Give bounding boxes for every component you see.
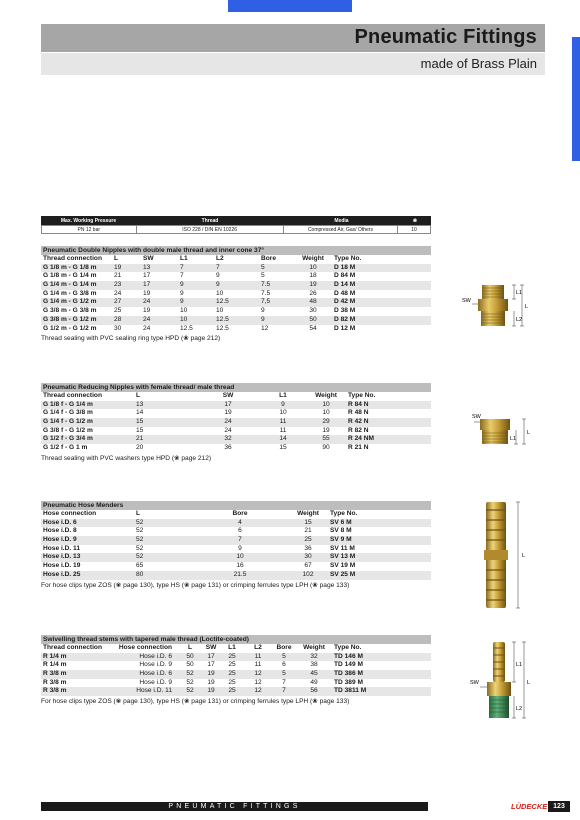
table-cell: G 1/4 f - G 1/2 m (43, 418, 93, 426)
table-cell: R 3/8 m (43, 670, 67, 678)
page-subtitle: made of Brass Plain (420, 56, 537, 71)
table-cell: R 21 N (348, 444, 369, 452)
table-cell: G 1/8 m - G 1/4 m (43, 272, 97, 280)
table-cell: G 3/8 m - G 3/8 m (43, 307, 97, 315)
table-cell: 24 (224, 418, 232, 426)
loctite-thread-shape (489, 696, 509, 718)
table-cell: D 84 M (334, 272, 356, 280)
table-cell: 12.5 (216, 298, 229, 306)
table-row (41, 687, 431, 696)
table-cell: 50 (186, 661, 194, 669)
table-cell: D 48 M (334, 289, 356, 297)
table-cell: 25 (228, 652, 236, 660)
table-cell: 21 (114, 272, 122, 280)
table-cell: 10 (180, 307, 188, 315)
table-cell: 7 (180, 272, 184, 280)
column-header: L (136, 510, 141, 517)
table-cell: 17 (207, 661, 215, 669)
table-cell: 15 (136, 418, 144, 426)
table-cell: Hose i.D. 9 (139, 661, 172, 669)
table-cell: TD 146 M (334, 652, 363, 660)
table-cell: R 48 N (348, 409, 369, 417)
table-cell: 27 (114, 298, 122, 306)
table-cell: 19 (143, 289, 151, 297)
section-title: Swivelling thread stems with tapered male thread (Loctite-coated) (41, 635, 431, 644)
brand-logo: LÜDECKE (511, 802, 548, 811)
table-cell: Hose i.D. 6 (139, 652, 172, 660)
center-collar-shape (484, 550, 508, 560)
column-header: L1 (279, 392, 287, 399)
table-row (41, 325, 431, 334)
table-row (41, 661, 431, 670)
table-row (41, 444, 431, 453)
table-cell: 65 (136, 562, 144, 570)
table-cell: 19 (309, 281, 317, 289)
column-header: L2 (254, 644, 262, 651)
table-cell: 80 (136, 570, 144, 578)
lower-thread-shape (481, 311, 505, 326)
section-note: Thread sealing with PVC sealing ring type HPD (❀ page 212) (41, 335, 221, 343)
table-cell: 25 (228, 661, 236, 669)
table-cell: SV 6 M (330, 518, 352, 526)
column-header: SW (205, 644, 217, 651)
spec-header: Media (334, 217, 349, 224)
table-row (41, 401, 431, 410)
table-cell: 50 (186, 652, 194, 660)
dim-label: SW (470, 680, 479, 686)
table-cell: G 3/8 f - G 1/2 m (43, 426, 93, 434)
table-cell: Hose i.D. 9 (43, 536, 77, 544)
spec-header-icon: ❀ (412, 217, 418, 224)
table-cell: 5 (282, 670, 286, 678)
table-cell: 6 (238, 527, 242, 535)
table-cell: G 1/4 m - G 1/2 m (43, 298, 97, 306)
table-row (41, 679, 431, 688)
table-cell: R 84 N (348, 400, 369, 408)
table-cell: 90 (322, 444, 330, 452)
table-cell: G 1/8 f - G 1/4 m (43, 400, 93, 408)
table-cell: 23 (114, 281, 122, 289)
table-row (41, 670, 431, 679)
table-cell: 25 (114, 307, 122, 315)
column-header: Weight (302, 255, 324, 262)
table-cell: TD 3811 M (334, 687, 367, 695)
table-cell: D 18 M (334, 263, 356, 271)
table-cell: 10 (216, 307, 224, 315)
table-cell: 52 (136, 518, 144, 526)
table-row (41, 316, 431, 325)
table-cell: 52 (186, 670, 194, 678)
table-cell: D 82 M (334, 315, 356, 323)
hex-nut-shape (487, 682, 511, 696)
column-header: Weight (297, 510, 319, 517)
table-cell: 6 (282, 661, 286, 669)
column-header: L (136, 392, 141, 399)
table-cell: 19 (207, 678, 215, 686)
table-cell: Hose i.D. 13 (43, 553, 81, 561)
table-cell: 5 (282, 652, 286, 660)
section-double-nipples (41, 246, 431, 344)
section-title: Pneumatic Hose Menders (41, 501, 431, 510)
section-note: For hose clips type ZOS (❀ page 130), type HS (❀ page 131) or crimping ferrules type LPH (❀ page 133) (41, 581, 350, 589)
table-cell: 12.5 (216, 324, 229, 332)
table-header-row (41, 644, 431, 653)
table-row (41, 519, 431, 528)
table-cell: SV 25 M (330, 570, 356, 578)
table-cell: 24 (224, 426, 232, 434)
table-cell: 56 (310, 687, 318, 695)
table-cell: 17 (207, 652, 215, 660)
table-cell: 11 (279, 418, 287, 426)
table-cell: 25 (228, 687, 236, 695)
table-cell: 7.5 (261, 281, 271, 289)
table-cell: 7 (282, 678, 286, 686)
column-header: L1 (228, 644, 236, 651)
table-cell: 10 (279, 409, 287, 417)
column-header: Type No. (348, 392, 376, 399)
dim-label: L (525, 304, 529, 310)
table-cell: 25 (228, 670, 236, 678)
table-cell: 12 (261, 324, 269, 332)
table-cell: D 14 M (334, 281, 356, 289)
table-cell: Hose i.D. 6 (139, 670, 172, 678)
dim-label: L (527, 430, 531, 436)
table-cell: 11 (254, 652, 262, 660)
dim-label: L1 (516, 662, 523, 668)
table-row (41, 545, 431, 554)
table-cell: Hose i.D. 25 (43, 570, 81, 578)
table-cell: 9 (261, 315, 265, 323)
table-header-row (41, 392, 431, 401)
hex-body-shape (478, 299, 508, 311)
table-cell: SV 19 M (330, 562, 356, 570)
table-cell: 5 (261, 272, 265, 280)
column-header: SW (222, 392, 234, 399)
footer-label: PNEUMATIC FITTINGS (168, 803, 301, 810)
table-cell: Hose i.D. 11 (43, 544, 81, 552)
table-cell: 7 (216, 263, 220, 271)
table-cell: 7 (238, 536, 242, 544)
table-cell: 11 (254, 661, 262, 669)
table-cell: 32 (310, 652, 318, 660)
table-cell: 29 (322, 418, 330, 426)
table-row (41, 264, 431, 273)
table-cell: 7,5 (261, 298, 271, 306)
dim-label: L1 (516, 290, 523, 296)
dim-label: SW (472, 414, 481, 420)
column-header: L1 (180, 255, 188, 262)
table-cell: 21 (136, 435, 144, 443)
table-cell: 32 (224, 435, 232, 443)
table-row (41, 298, 431, 307)
column-header: Thread connection (43, 392, 102, 399)
hose-mender-figure (478, 500, 548, 612)
table-cell: 52 (186, 687, 194, 695)
table-cell: 12.5 (216, 315, 229, 323)
table-cell: 9 (180, 289, 184, 297)
table-cell: 10 (236, 553, 244, 561)
table-cell: 12 (254, 687, 262, 695)
table-cell: R 24 NM (348, 435, 375, 443)
table-cell: 28 (114, 315, 122, 323)
section-hose-menders (41, 501, 431, 591)
table-cell: D 38 M (334, 307, 356, 315)
column-header: Hose connection (43, 510, 97, 517)
spec-header-row (41, 216, 431, 225)
column-header: Type No. (334, 644, 362, 651)
table-cell: 55 (322, 435, 330, 443)
dim-label: L (522, 553, 526, 559)
spec-value: 10 (411, 227, 417, 233)
table-row (41, 435, 431, 444)
table-cell: 54 (309, 324, 317, 332)
table-cell: R 3/8 m (43, 678, 67, 686)
table-cell: TD 386 M (334, 670, 363, 678)
table-cell: 52 (136, 527, 144, 535)
table-cell: 15 (304, 518, 312, 526)
table-row (41, 281, 431, 290)
spec-header: Max. Working Pressure (60, 217, 117, 224)
table-cell: 24 (143, 298, 151, 306)
table-row (41, 571, 431, 580)
table-cell: G 1/4 m - G 1/4 m (43, 281, 97, 289)
column-header: Hose connection (118, 644, 172, 651)
table-cell: Hose i.D. 6 (43, 518, 77, 526)
column-header: L (187, 644, 193, 651)
table-cell: 26 (309, 289, 317, 297)
column-header: L (114, 255, 119, 262)
table-cell: 50 (309, 315, 317, 323)
table-cell: 9 (261, 307, 265, 315)
spec-value: Compressed Air, Gas/ Others (284, 226, 398, 233)
table-cell: 17 (143, 272, 151, 280)
table-cell: 10 (309, 263, 317, 271)
table-cell: G 1/4 m - G 3/8 m (43, 289, 97, 297)
table-cell: 52 (186, 678, 194, 686)
table-cell: SV 8 M (330, 527, 352, 535)
column-header: Bore (232, 510, 248, 517)
table-row (41, 272, 431, 281)
table-cell: 9 (180, 298, 184, 306)
table-cell: 7.5 (261, 289, 271, 297)
section-title: Pneumatic Double Nipples with double male thread and inner cone 37° (41, 246, 431, 255)
table-cell: G 1/4 f - G 3/8 m (43, 409, 93, 417)
table-cell: R 3/8 m (43, 687, 67, 695)
spec-value-row (41, 225, 431, 234)
table-cell: 19 (114, 263, 122, 271)
table-cell: D 12 M (334, 324, 356, 332)
table-row (41, 427, 431, 436)
table-header-row (41, 255, 431, 264)
table-cell: TD 389 M (334, 678, 363, 686)
table-cell: G 1/2 f - G 3/4 m (43, 435, 93, 443)
table-cell: 30 (114, 324, 122, 332)
reducing-nipple-figure (470, 410, 540, 448)
table-cell: 12 (254, 670, 262, 678)
table-cell: 19 (143, 307, 151, 315)
table-cell: 36 (304, 544, 312, 552)
table-row (41, 307, 431, 316)
table-cell: 17 (143, 281, 151, 289)
table-cell: 5 (261, 263, 265, 271)
table-cell: R 42 N (348, 418, 369, 426)
dim-label: L2 (516, 706, 523, 712)
table-cell: 38 (310, 661, 318, 669)
table-cell: 19 (207, 687, 215, 695)
table-row (41, 290, 431, 299)
table-cell: 9 (238, 544, 242, 552)
column-header: Bore (276, 644, 292, 651)
table-cell: TD 149 M (334, 661, 363, 669)
table-cell: 52 (136, 544, 144, 552)
column-header: Thread connection (43, 255, 102, 262)
table-cell: R 82 N (348, 426, 369, 434)
table-cell: 67 (304, 562, 312, 570)
table-cell: 9 (180, 281, 184, 289)
section-reducing-nipples (41, 383, 431, 464)
column-header: Bore (261, 255, 277, 262)
section-title: Pneumatic Reducing Nipples with female thread/ male thread (41, 383, 431, 392)
table-cell: 9 (216, 281, 220, 289)
table-cell: 20 (136, 444, 144, 452)
table-cell: SV 13 M (330, 553, 356, 561)
table-cell: 21 (304, 527, 312, 535)
table-cell: 4 (238, 518, 242, 526)
table-cell: 11 (279, 426, 287, 434)
swivel-stem-figure (470, 640, 545, 725)
spec-value: PN 12 bar (42, 226, 137, 233)
column-header: SW (143, 255, 154, 262)
table-cell: SV 11 M (330, 544, 355, 552)
table-cell: 52 (136, 536, 144, 544)
table-cell: G 1/8 m - G 1/8 m (43, 263, 97, 271)
page-title-bar (41, 24, 545, 52)
table-cell: 7 (180, 263, 184, 271)
section-note: For hose clips type ZOS (❀ page 130), type HS (❀ page 131) or crimping ferrules type LPH (❀ page 133) (41, 698, 350, 706)
top-accent-tab (228, 0, 352, 12)
table-cell: 25 (228, 678, 236, 686)
table-cell: 49 (310, 678, 318, 686)
table-cell: 36 (224, 444, 232, 452)
table-cell: 10 (322, 400, 330, 408)
table-row (41, 653, 431, 662)
table-row (41, 536, 431, 545)
table-cell: G 1/2 f - G 1 m (43, 444, 88, 452)
column-header: Type No. (330, 510, 358, 517)
dim-label: L1 (510, 436, 517, 442)
dim-label: L2 (516, 317, 523, 323)
table-cell: Hose i.D. 8 (43, 527, 77, 535)
footer-bar (41, 802, 428, 811)
spec-value: ISO 228 / DIN EN 10226 (137, 226, 284, 233)
page-subtitle-bar (41, 53, 545, 75)
table-cell: R 1/4 m (43, 661, 67, 669)
table-cell: 102 (302, 570, 314, 578)
page-number: 123 (548, 801, 570, 812)
table-row (41, 562, 431, 571)
table-cell: 18 (309, 272, 317, 280)
table-row (41, 409, 431, 418)
table-cell: 13 (143, 263, 151, 271)
table-cell: 9 (281, 400, 285, 408)
table-cell: 15 (136, 426, 144, 434)
table-cell: G 3/8 m - G 1/2 m (43, 315, 97, 323)
table-header-row (41, 510, 431, 519)
table-cell: 14 (136, 409, 144, 417)
table-cell: 52 (136, 553, 144, 561)
spec-table (41, 216, 431, 234)
table-cell: 10 (322, 409, 330, 417)
table-cell: D 42 M (334, 298, 356, 306)
side-accent-tab (572, 37, 580, 161)
dim-label: L (527, 680, 531, 686)
column-header: L2 (216, 255, 224, 262)
table-cell: 21.5 (233, 570, 247, 578)
page-title: Pneumatic Fittings (354, 26, 537, 48)
table-cell: 25 (304, 536, 312, 544)
hex-body-shape (480, 419, 510, 430)
table-cell: Hose i.D. 19 (43, 562, 81, 570)
section-note: Thread sealing with PVC washers type HPD (❀ page 212) (41, 454, 212, 462)
column-header: Type No. (334, 255, 362, 262)
table-cell: 14 (279, 435, 287, 443)
table-cell: 12.5 (180, 324, 193, 332)
table-cell: 13 (136, 400, 144, 408)
table-cell: 24 (114, 289, 122, 297)
table-cell: R 1/4 m (43, 652, 67, 660)
table-cell: Hose i.D. 9 (139, 678, 172, 686)
table-cell: 10 (216, 289, 224, 297)
section-swivelling-stems (41, 635, 431, 707)
table-cell: Hose i.D. 11 (136, 687, 172, 695)
table-cell: 17 (224, 400, 232, 408)
table-cell: 24 (143, 315, 151, 323)
column-header: Weight (303, 644, 325, 651)
table-row (41, 553, 431, 562)
table-cell: SV 9 M (330, 536, 352, 544)
table-row (41, 527, 431, 536)
table-cell: 19 (224, 409, 232, 417)
table-cell: 45 (310, 670, 318, 678)
dim-label: SW (462, 298, 471, 304)
column-header: Thread connection (43, 644, 102, 651)
table-row (41, 418, 431, 427)
table-cell: 19 (322, 426, 330, 434)
table-cell: 19 (207, 670, 215, 678)
table-cell: 30 (304, 553, 312, 561)
table-cell: 12 (254, 678, 262, 686)
table-cell: 15 (279, 444, 287, 452)
double-nipple-figure (462, 282, 542, 337)
table-cell: 48 (309, 298, 317, 306)
table-cell: 30 (309, 307, 317, 315)
column-header: Weight (315, 392, 337, 399)
table-cell: 7 (282, 687, 286, 695)
table-cell: 24 (143, 324, 151, 332)
table-cell: 9 (216, 272, 220, 280)
table-cell: G 1/2 m - G 1/2 m (43, 324, 97, 332)
table-cell: 16 (236, 562, 244, 570)
spec-header: Thread (201, 217, 219, 224)
table-cell: 10 (180, 315, 188, 323)
